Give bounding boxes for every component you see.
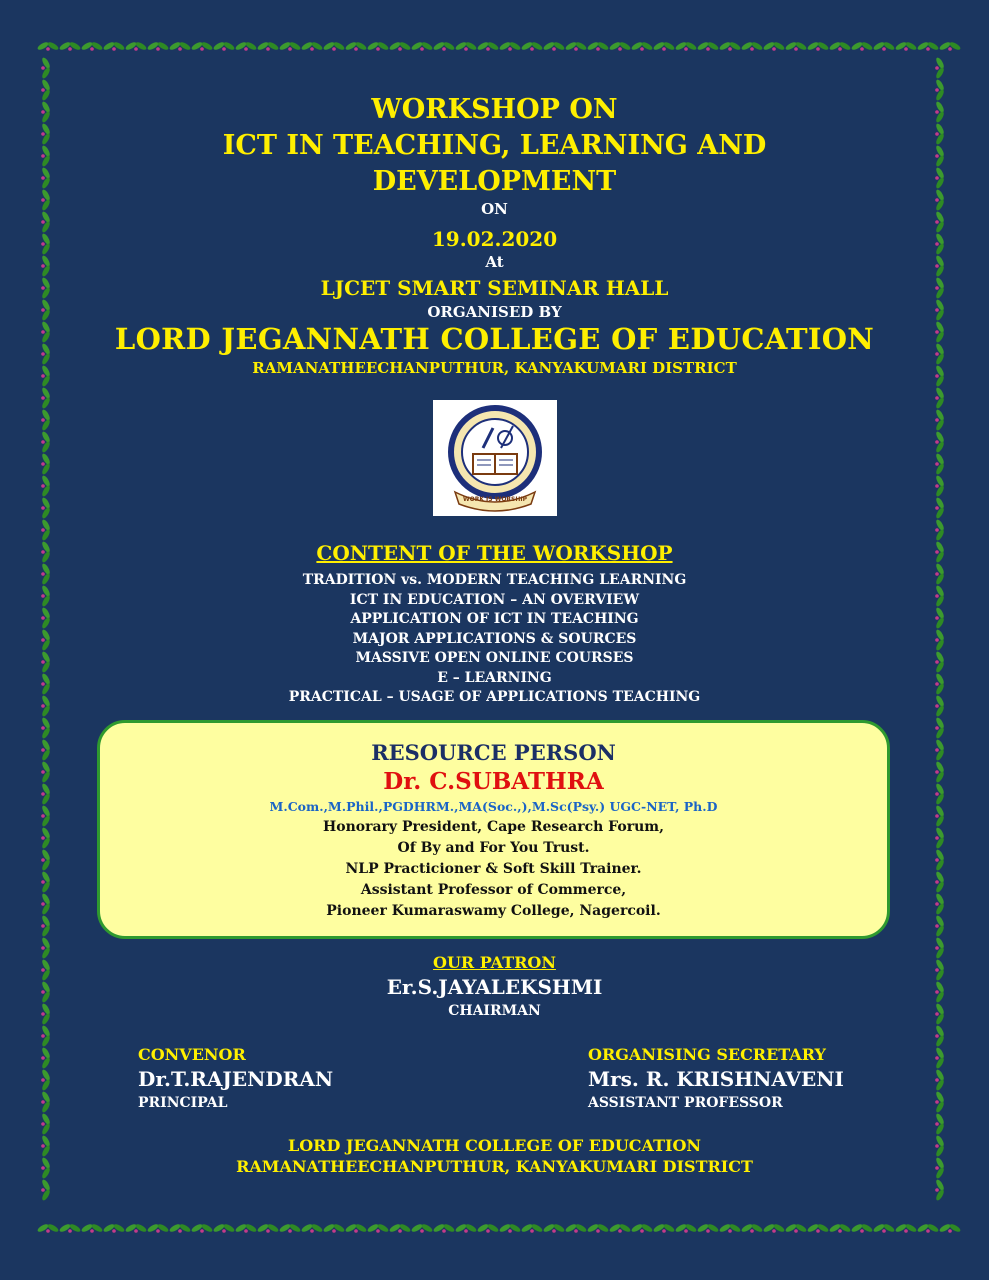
holly-sprig bbox=[935, 431, 946, 454]
holly-sprig bbox=[389, 1223, 412, 1234]
footer-college: LORD JEGANNATH COLLEGE OF EDUCATION bbox=[287, 1136, 702, 1155]
holly-sprig bbox=[935, 453, 946, 476]
holly-sprig bbox=[935, 849, 946, 872]
content-item: PRACTICAL – USAGE OF APPLICATIONS TEACHING bbox=[288, 689, 701, 705]
holly-sprig bbox=[697, 41, 720, 52]
holly-sprig bbox=[433, 1223, 456, 1234]
holly-sprig bbox=[675, 41, 698, 52]
holly-sprig bbox=[807, 1223, 830, 1234]
holly-sprig bbox=[587, 1223, 610, 1234]
holly-sprig bbox=[41, 805, 52, 828]
holly-sprig bbox=[543, 41, 566, 52]
holly-sprig bbox=[895, 1223, 918, 1234]
holly-sprig bbox=[59, 1223, 82, 1234]
holly-sprig bbox=[411, 41, 434, 52]
holly-sprig bbox=[935, 827, 946, 850]
content-item: TRADITION vs. MODERN TEACHING LEARNING bbox=[302, 572, 687, 588]
holly-sprig bbox=[939, 1223, 962, 1234]
holly-sprig bbox=[169, 1223, 192, 1234]
holly-sprig bbox=[829, 41, 852, 52]
holly-sprig bbox=[41, 431, 52, 454]
holly-sprig bbox=[389, 41, 412, 52]
secretary-name: Mrs. R. KRISHNAVENI bbox=[588, 1067, 844, 1091]
holly-sprig bbox=[785, 41, 808, 52]
holly-sprig bbox=[499, 1223, 522, 1234]
holly-sprig bbox=[147, 1223, 170, 1234]
holly-sprig bbox=[675, 1223, 698, 1234]
convenor-heading: CONVENOR bbox=[138, 1045, 246, 1064]
holly-sprig bbox=[935, 1113, 946, 1136]
college-logo bbox=[433, 400, 557, 516]
holly-sprig bbox=[345, 1223, 368, 1234]
convenor-role: PRINCIPAL bbox=[138, 1095, 228, 1111]
holly-sprig bbox=[41, 915, 52, 938]
holly-sprig bbox=[455, 1223, 478, 1234]
holly-sprig bbox=[935, 475, 946, 498]
holly-sprig bbox=[807, 41, 830, 52]
holly-sprig bbox=[653, 41, 676, 52]
holly-sprig bbox=[935, 761, 946, 784]
resource-person-box bbox=[97, 720, 890, 939]
holly-sprig bbox=[367, 41, 390, 52]
holly-sprig bbox=[41, 1091, 52, 1114]
holly-sprig bbox=[851, 41, 874, 52]
holly-sprig bbox=[653, 1223, 676, 1234]
convenor-name: Dr.T.RAJENDRAN bbox=[138, 1067, 334, 1091]
content-item: E – LEARNING bbox=[437, 669, 552, 686]
holly-sprig bbox=[935, 783, 946, 806]
holly-sprig bbox=[763, 41, 786, 52]
holly-sprig bbox=[191, 1223, 214, 1234]
holly-sprig bbox=[565, 1223, 588, 1234]
holly-sprig bbox=[935, 717, 946, 740]
secretary-heading: ORGANISING SECRETARY bbox=[588, 1045, 826, 1064]
resource-line: Assistant Professor of Commerce, bbox=[360, 882, 627, 898]
holly-sprig bbox=[41, 1047, 52, 1070]
holly-sprig bbox=[235, 41, 258, 52]
holly-sprig bbox=[191, 41, 214, 52]
holly-sprig bbox=[257, 1223, 280, 1234]
holly-sprig bbox=[125, 41, 148, 52]
holly-sprig bbox=[935, 1069, 946, 1092]
secretary-role: ASSISTANT PROFESSOR bbox=[588, 1095, 783, 1111]
holly-sprig bbox=[741, 1223, 764, 1234]
holly-sprig bbox=[323, 41, 346, 52]
holly-sprig bbox=[935, 893, 946, 916]
patron-role: CHAIRMAN bbox=[448, 1003, 541, 1019]
holly-sprig bbox=[741, 41, 764, 52]
title-line-1: WORKSHOP ON bbox=[371, 94, 618, 125]
title-line-2: ICT IN TEACHING, LEARNING AND bbox=[222, 130, 767, 161]
resource-name: Dr. C.SUBATHRA bbox=[383, 768, 604, 795]
holly-sprig bbox=[367, 1223, 390, 1234]
resource-line: NLP Practicioner & Soft Skill Trainer. bbox=[345, 861, 642, 877]
holly-sprig bbox=[433, 41, 456, 52]
holly-sprig bbox=[935, 387, 946, 410]
holly-sprig bbox=[935, 1091, 946, 1114]
resource-line: Of By and For You Trust. bbox=[397, 840, 590, 856]
holly-sprig bbox=[935, 805, 946, 828]
holly-sprig bbox=[301, 41, 324, 52]
holly-sprig bbox=[935, 57, 946, 80]
holly-sprig bbox=[41, 849, 52, 872]
holly-sprig bbox=[81, 1223, 104, 1234]
holly-sprig bbox=[565, 41, 588, 52]
holly-sprig bbox=[169, 41, 192, 52]
holly-sprig bbox=[631, 1223, 654, 1234]
holly-sprig bbox=[935, 1047, 946, 1070]
footer-address: RAMANATHEECHANPUTHUR, KANYAKUMARI DISTRICT bbox=[236, 1157, 753, 1176]
holly-sprig bbox=[851, 1223, 874, 1234]
holly-sprig bbox=[785, 1223, 808, 1234]
holly-sprig bbox=[147, 41, 170, 52]
holly-sprig bbox=[521, 1223, 544, 1234]
holly-sprig bbox=[829, 1223, 852, 1234]
content-item: ICT IN EDUCATION – AN OVERVIEW bbox=[349, 591, 640, 608]
holly-sprig bbox=[125, 1223, 148, 1234]
holly-sprig bbox=[917, 41, 940, 52]
holly-sprig bbox=[41, 717, 52, 740]
holly-sprig bbox=[213, 41, 236, 52]
holly-sprig bbox=[935, 871, 946, 894]
event-date: 19.02.2020 bbox=[431, 227, 558, 251]
holly-sprig bbox=[477, 1223, 500, 1234]
holly-sprig bbox=[411, 1223, 434, 1234]
holly-sprig bbox=[301, 1223, 324, 1234]
holly-sprig bbox=[257, 41, 280, 52]
holly-sprig bbox=[935, 1025, 946, 1048]
holly-sprig bbox=[873, 1223, 896, 1234]
holly-sprig bbox=[935, 519, 946, 542]
holly-sprig bbox=[935, 497, 946, 520]
patron-name: Er.S.JAYALEKSHMI bbox=[386, 975, 603, 999]
holly-sprig bbox=[41, 1069, 52, 1092]
holly-sprig bbox=[41, 871, 52, 894]
holly-sprig bbox=[41, 519, 52, 542]
holly-sprig bbox=[41, 497, 52, 520]
holly-sprig bbox=[41, 761, 52, 784]
on-label: ON bbox=[481, 200, 508, 218]
holly-sprig bbox=[81, 41, 104, 52]
holly-sprig bbox=[917, 1223, 940, 1234]
content-item: MASSIVE OPEN ONLINE COURSES bbox=[355, 650, 634, 666]
holly-sprig bbox=[323, 1223, 346, 1234]
holly-sprig bbox=[609, 41, 632, 52]
title-line-3: DEVELOPMENT bbox=[372, 166, 617, 197]
patron-heading: OUR PATRON bbox=[433, 953, 556, 972]
holly-sprig bbox=[697, 1223, 720, 1234]
content-list bbox=[0, 571, 989, 708]
venue: LJCET SMART SEMINAR HALL bbox=[320, 276, 669, 300]
holly-sprig bbox=[455, 41, 478, 52]
holly-sprig bbox=[935, 739, 946, 762]
at-label: At bbox=[485, 253, 504, 271]
logo-motto: WORK IS WORSHIP bbox=[462, 496, 528, 503]
holly-sprig bbox=[103, 1223, 126, 1234]
resource-line: Honorary President, Cape Research Forum, bbox=[323, 819, 664, 835]
holly-sprig bbox=[41, 409, 52, 432]
holly-sprig bbox=[895, 41, 918, 52]
organised-by-label: ORGANISED BY bbox=[427, 303, 562, 321]
holly-sprig bbox=[41, 1179, 52, 1202]
college-address: RAMANATHEECHANPUTHUR, KANYAKUMARI DISTRICT bbox=[252, 359, 737, 377]
holly-sprig bbox=[59, 41, 82, 52]
holly-sprig bbox=[719, 1223, 742, 1234]
holly-sprig bbox=[41, 783, 52, 806]
holly-sprig bbox=[213, 1223, 236, 1234]
holly-sprig bbox=[499, 41, 522, 52]
content-heading: CONTENT OF THE WORKSHOP bbox=[316, 541, 673, 565]
college-name: LORD JEGANNATH COLLEGE OF EDUCATION bbox=[114, 322, 875, 356]
holly-sprig bbox=[609, 1223, 632, 1234]
holly-sprig bbox=[103, 41, 126, 52]
resource-line: Pioneer Kumaraswamy College, Nagercoil. bbox=[326, 903, 661, 919]
holly-sprig bbox=[939, 41, 962, 52]
holly-sprig bbox=[41, 893, 52, 916]
holly-sprig bbox=[41, 827, 52, 850]
holly-sprig bbox=[935, 915, 946, 938]
content-item: MAJOR APPLICATIONS & SOURCES bbox=[352, 630, 637, 647]
resource-heading: RESOURCE PERSON bbox=[371, 740, 616, 765]
holly-sprig bbox=[345, 41, 368, 52]
holly-sprig bbox=[41, 1025, 52, 1048]
holly-sprig bbox=[631, 41, 654, 52]
holly-sprig bbox=[935, 409, 946, 432]
holly-sprig bbox=[37, 41, 60, 52]
holly-sprig bbox=[41, 57, 52, 80]
holly-sprig bbox=[477, 41, 500, 52]
holly-sprig bbox=[37, 1223, 60, 1234]
holly-sprig bbox=[279, 41, 302, 52]
holly-sprig bbox=[873, 41, 896, 52]
holly-sprig bbox=[41, 453, 52, 476]
holly-sprig bbox=[41, 739, 52, 762]
holly-sprig bbox=[235, 1223, 258, 1234]
holly-sprig bbox=[41, 1113, 52, 1136]
holly-sprig bbox=[521, 41, 544, 52]
holly-sprig bbox=[543, 1223, 566, 1234]
holly-sprig bbox=[41, 475, 52, 498]
holly-sprig bbox=[587, 41, 610, 52]
holly-sprig bbox=[935, 1179, 946, 1202]
holly-sprig bbox=[41, 387, 52, 410]
content-item: APPLICATION OF ICT IN TEACHING bbox=[350, 611, 639, 627]
holly-sprig bbox=[719, 41, 742, 52]
holly-sprig bbox=[279, 1223, 302, 1234]
resource-qualifications: M.Com.,M.Phil.,PGDHRM.,MA(Soc.,),M.Sc(Psy.) UGC-NET, Ph.D bbox=[269, 799, 718, 814]
holly-sprig bbox=[763, 1223, 786, 1234]
